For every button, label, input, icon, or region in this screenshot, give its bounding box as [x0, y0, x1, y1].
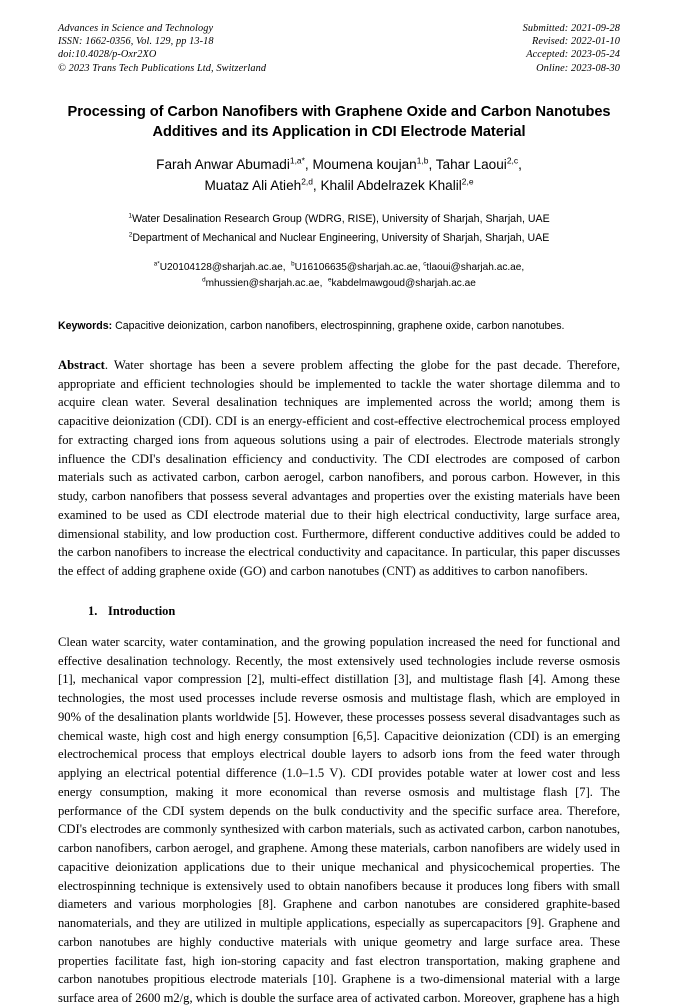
journal-header-right [523, 22, 620, 75]
journal-name: Advances in Science and Technology [58, 23, 214, 34]
date-submitted: Submitted: 2021-09-28 [522, 23, 620, 34]
email-line-2: $^d$mhussien@sharjah.ac.ae, $^e$kabdelmawgoud@sharjah.ac.ae [202, 276, 476, 290]
section-title: Introduction [108, 603, 176, 618]
date-online: Online: 2023-08-30 [536, 62, 620, 74]
author-line-1: Farah Anwar Abumadi$^{1,a*}$, Moumena koujan$^{1,b}$, Tahar Laoui$^{2,c}$, [156, 155, 522, 172]
affiliation-1: $^1$Water Desalination Research Group (WDRG, RISE), University of Sharjah, Sharjah, UAE [128, 212, 550, 225]
abstract-block [58, 356, 620, 581]
abstract-text: . Water shortage has been a severe problem affecting the globe for the past decade. Therefore, appropriate and efficient technologies should be implemented to tackle the water shortage dilemma and to acquire clean water. Several desalination techniques are implemented across the world; among them is capacitive deionization (CDI). CDI is an energy-efficient and cost-effective electrochemical process employed for extracting charged ions from aqueous solutions using a pair of electrodes. Electrode materials strongly influence the CDI's desalination efficiency and conductivity. The CDI electrodes are composed of carbon materials such as activated carbon, carbon aerogel, carbon nanofibers, and porous carbon. However, in this study, carbon nanofibers that possess several advantages and properties over the existing materials have been examined to be used as CDI electrode material due to their high electrical conductivity, large surface area, dimensional stability, and low production cost. Furthermore, different conductive additives could be added to the carbon nanofibers to increase the electrical conductivity and capacitance. In particular, this paper discusses the effect of adding graphene oxide (GO) and carbon nanotubes (CNT) as additives to carbon nanofibers. [58, 357, 620, 579]
author-emails [58, 260, 620, 293]
section-heading-introduction [88, 603, 620, 619]
section-number: 1. [88, 603, 98, 618]
journal-issn-volume: ISSN: 1662-0356, Vol. 129, pp 13-18 [58, 36, 214, 48]
journal-copyright: © 2023 Trans Tech Publications Ltd, Switzerland [58, 62, 267, 74]
keywords-text: Capacitive deionization, carbon nanofibers, electrospinning, graphene oxide, carbon nanotubes. [115, 319, 565, 332]
journal-doi: doi:10.4028/p-Oxr2XO [58, 49, 157, 61]
keywords-label: Keywords: [58, 319, 113, 332]
author-list [58, 154, 620, 197]
keywords-block [58, 318, 620, 334]
affiliation-2: $^2$Department of Mechanical and Nuclear Engineering, University of Sharjah, Sharjah, UAE [128, 231, 550, 245]
date-accepted: Accepted: 2023-05-24 [526, 49, 620, 61]
email-line-1: $^{a*}$U20104128@sharjah.ac.ae, $^b$U16106635@sharjah.ac.ae, $^c$tlaoui@sharjah.ac.ae, [153, 260, 525, 273]
date-revised: Revised: 2022-01-10 [532, 36, 620, 48]
abstract-label: Abstract [58, 357, 105, 372]
affiliation-list [58, 210, 620, 249]
author-line-2: Muataz Ali Atieh$^{2,d}$, Khalil Abdelrazek Khalil$^{2,e}$ [204, 176, 474, 194]
introduction-paragraph: Clean water scarcity, water contamination, and the growing population increased the need for functional and effective desalination technology. Recently, the most extensively used technologies include reverse osmosis [1], mechanical vapor compression [2], multi-effect distillation [3], and multistage flash [4]. Among these technologies, the most used processes include reverse osmosis and multistage flash, which are employed in 90% of the desalination plants worldwide [5]. However, these processes possess several disadvantages such as chemical waste, high cost and high energy consumption [6,5]. Capacitive deionization (CDI) is an emerging electrochemical process that employs electrical double layers to adsorb ions from the feed water through applying an electrical potential difference (1.0–1.5 V). CDI provides potable water at lower cost and less energy consumption, making it more economical than reverse osmosis and multistage flash [7]. The performance of the CDI system depends on the bulk conductivity and the specific surface area. Therefore, CDI's electrodes are commonly synthesized with carbon materials, such as activated carbon, carbon nanotubes, carbon nanofibers, carbon aerogel, and graphene. Among these materials, carbon nanofibers are widely used in capacitive deionization applications due to their unique mechanical and physicochemical properties. The electrospinning technique is extensively used to obtain nanofibers because it produces long fibers with small diameters and various morphologies [8]. Graphene and carbon nanotubes are considered graphite-based nanomaterials, and they are utilized in multiple applications, especially as supercapacitors [9]. Graphene and carbon nanotubes are highly conductive materials with unique geometry and large surface area. These properties facilitate fast, high ion-storing capacity and fast electron transportation, making graphene and carbon nanotubes propitious electrode materials [10]. Graphene is a two-dimensional material with a large surface area of 2600 m2/g, which is double the surface area of activated carbon. Moreover, graphene has a high [58, 634, 620, 1006]
page-title: Processing of Carbon Nanofibers with Graphene Oxide and Carbon Nanotubes Additives and its Application in CDI Electrode Material [67, 103, 611, 141]
journal-header-left [58, 22, 266, 75]
journal-header [58, 22, 620, 75]
